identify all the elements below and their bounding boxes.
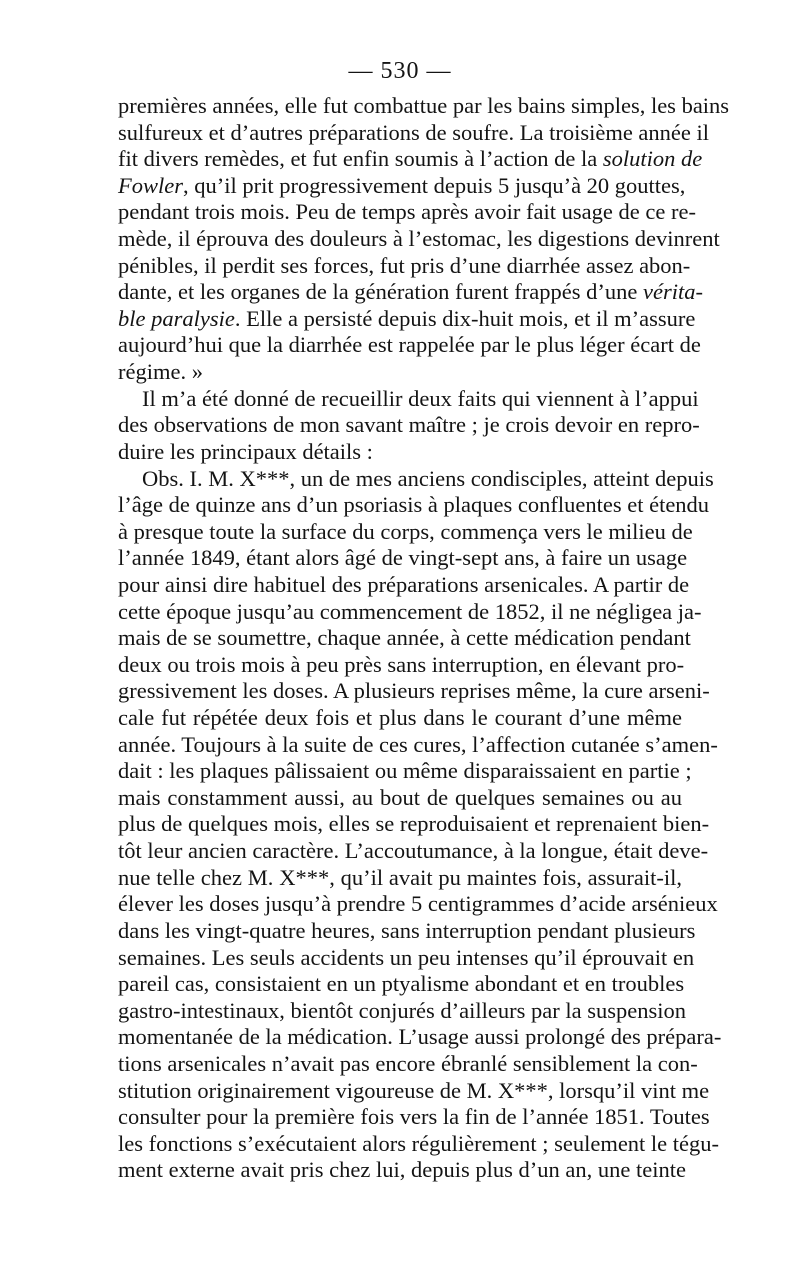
text-line [118,492,710,519]
text-line-content: duire les principaux détails : [118,438,373,464]
text-line-content: des observations de mon savant maître ; je crois devoir en repro- [118,412,700,438]
text-line [118,518,693,546]
text-line [118,305,696,333]
text-line-content: momentanée de la médication. L’usage aussi prolongé des prépara- [118,1024,722,1050]
text-line-content: tions arsenicales n’avait pas encore ébranlé sensiblement la con- [118,1050,698,1076]
text-line-content: mais constamment aussi, au bout de quelques semaines ou au [118,784,682,810]
text-line-content: l’âge de quinze ans d’un psoriasis à plaques confluentes et étendu [118,492,710,518]
text-line [118,545,688,572]
text-line [118,678,710,705]
text-line [118,279,703,306]
text-line [118,332,701,359]
text-line [118,944,695,972]
text-line [118,571,690,599]
text-line [118,651,685,679]
text-line [118,93,730,120]
text-line-content: régime. » [118,359,203,385]
text-line-content: deux ou trois mois à peu près sans interruption, en élevant pro- [118,651,685,677]
text-line [118,439,682,466]
text-line-content: Obs. I. M. X***, un de mes anciens condisciples, atteint depuis [142,465,714,491]
text-line-content: gastro-intestinaux, bientôt conjurés d’ailleurs par la suspension [118,997,686,1023]
text-line [118,1024,722,1051]
text-line [118,917,696,945]
text-line-content: dans les vingt-quatre heures, sans interruption pendant plusieurs [118,917,696,943]
text-line-italic: vérita- [643,279,703,305]
text-line-content: aujourd’hui que la diarrhée est rappelée par le plus léger écart de [118,332,701,358]
text-line [118,412,700,439]
text-line-content: élever les doses jusqu’à prendre 5 centigrammes d’acide arsénieux [118,891,718,917]
text-line-italic: ble paralysie [118,305,235,331]
text-line [118,1157,686,1184]
text-line-content: plus de quelques mois, elles se reproduisaient et reprenaient bien- [118,811,710,837]
text-line-italic: Fowler [118,172,183,198]
text-line [118,891,718,918]
text-line [118,385,699,413]
text-line [118,359,682,386]
text-line-content: les fonctions s’exécutaient alors régulièrement ; seulement le tégu- [118,1130,720,1156]
text-line-content: gressivement les doses. A plusieurs reprises même, la cure arseni- [118,678,710,704]
body-text [118,93,730,1184]
text-line [118,1050,698,1078]
text-line-content: pour ainsi dire habituel des préparations arsenicales. A partir de [118,571,690,597]
text-line [118,758,692,785]
text-line-content: tôt leur ancien caractère. L’accoutumance, à la longue, était deve- [118,838,709,864]
text-line [118,731,718,759]
text-line [118,252,691,280]
text-line [118,625,691,652]
text-line [118,971,685,998]
text-line [118,146,703,173]
text-line-content: année. Toujours à la suite de ces cures, l’affection cutanée s’amen- [118,731,718,757]
text-line [118,199,696,226]
text-line-content: ment externe avait pris chez lui, depuis plus d’un an, une teinte [118,1157,686,1183]
text-line [118,865,682,892]
text-line [118,119,710,147]
text-line-content: mais de se soumettre, chaque année, à cette médication pendant [118,625,691,651]
text-line-roman: dante, et les organes de la génération furent frappés d’une [118,279,643,305]
text-line-content: pareil cas, consistaient en un ptyalisme abondant et en troubles [118,971,685,997]
text-line [118,785,682,812]
text-line-content: à presque toute la surface du corps, commença vers le milieu de [118,518,693,544]
text-line [118,172,686,200]
text-line [118,598,702,626]
page-number: — 530 — [348,58,452,84]
text-line-content: mède, il éprouva des douleurs à l’estomac, les digestions devinrent [118,226,720,252]
text-line-content: pénibles, il perdit ses forces, fut pris d’une diarrhée assez abon- [118,252,691,278]
text-line-roman: . Elle a persisté depuis dix-huit mois, et il m’assure [234,305,696,331]
text-line [118,705,682,732]
text-line-content: pendant trois mois. Peu de temps après avoir fait usage de ce re- [118,199,696,225]
text-line-content: nue telle chez M. X***, qu’il avait pu maintes fois, assurait-il, [118,864,682,890]
text-line [118,226,720,253]
text-line-content: sulfureux et d’autres préparations de soufre. La troisième année il [118,119,710,145]
text-line [118,838,709,865]
text-line-content: cette époque jusqu’au commencement de 1852, il ne négligea ja- [118,598,702,624]
text-line [118,1104,710,1131]
text-line-content: Il m’a été donné de recueillir deux faits qui viennent à l’appui [142,385,699,411]
text-line [118,465,714,493]
text-line-roman: , qu’il prit progressivement depuis 5 jusqu’à 20 gouttes, [183,172,686,198]
text-line-content: consulter pour la première fois vers la fin de l’année 1851. Toutes [118,1104,710,1130]
text-line [118,997,686,1025]
text-line-roman: fit divers remèdes, et fut enfin soumis à l’action de la [118,146,603,172]
text-line-content: semaines. Les seuls accidents un peu intenses qu’il éprouvait en [118,944,695,970]
text-line-content: premières années, elle fut combattue par les bains simples, les bains [118,93,730,118]
text-line [118,1130,720,1158]
text-line [118,1077,710,1105]
text-line-italic: solution de [602,146,703,172]
text-line-content: stitution originairement vigoureuse de M. X***, lorsqu’il vint me [118,1077,710,1103]
text-line-content: dait : les plaques pâlissaient ou même disparaissaient en partie ; [118,758,692,784]
text-line [118,811,710,838]
text-line-content: cale fut répétée deux fois et plus dans le courant d’une même [118,705,682,731]
text-line-content: l’année 1849, étant alors âgé de vingt-sept ans, à faire un usage [118,545,688,571]
